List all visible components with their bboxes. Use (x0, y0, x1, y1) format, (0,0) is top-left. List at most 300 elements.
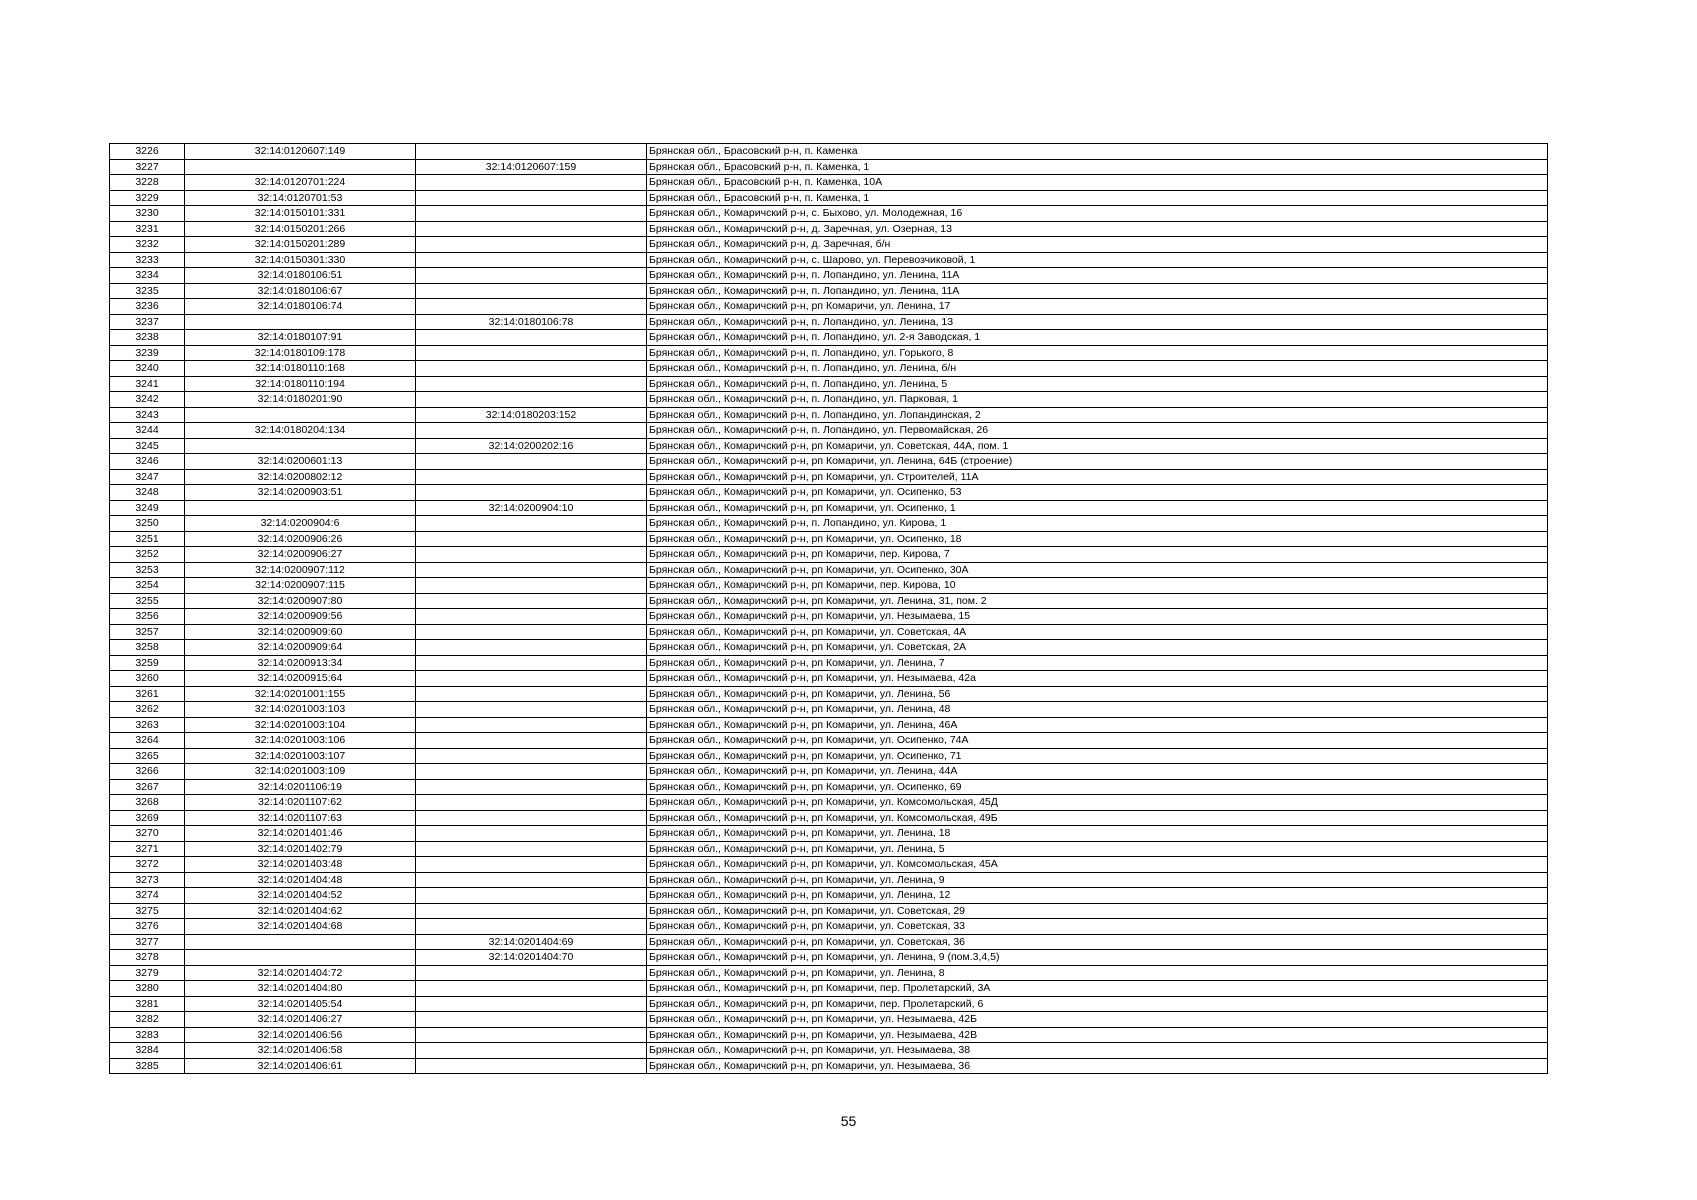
related-cadastral-number-cell (416, 1058, 647, 1074)
cadastral-number-cell: 32:14:0201406:56 (185, 1027, 416, 1043)
related-cadastral-number-cell (416, 206, 647, 222)
table-row (110, 516, 1548, 532)
row-number-cell: 3284 (110, 1043, 185, 1059)
row-number-cell: 3232 (110, 237, 185, 253)
row-number-cell: 3271 (110, 841, 185, 857)
row-number-cell: 3226 (110, 144, 185, 160)
cadastral-number-cell: 32:14:0201404:52 (185, 888, 416, 904)
address-cell: Брянская обл., Комаричский р-н, рп Комаричи, ул. Незымаева, 42В (647, 1027, 1548, 1043)
related-cadastral-number-cell: 32:14:0200202:16 (416, 438, 647, 454)
cadastral-number-cell: 32:14:0180107:91 (185, 330, 416, 346)
row-number-cell: 3236 (110, 299, 185, 315)
cadastral-number-cell (185, 500, 416, 516)
row-number-cell: 3227 (110, 159, 185, 175)
related-cadastral-number-cell (416, 578, 647, 594)
table-row (110, 206, 1548, 222)
row-number-cell: 3259 (110, 655, 185, 671)
related-cadastral-number-cell (416, 469, 647, 485)
row-number-cell: 3280 (110, 981, 185, 997)
address-cell: Брянская обл., Комаричский р-н, рп Комаричи, ул. Советская, 33 (647, 919, 1548, 935)
related-cadastral-number-cell (416, 872, 647, 888)
table-row (110, 919, 1548, 935)
address-cell: Брянская обл., Комаричский р-н, рп Комаричи, пер. Пролетарский, 6 (647, 996, 1548, 1012)
address-cell: Брянская обл., Брасовский р-н, п. Каменка, 10А (647, 175, 1548, 191)
address-cell: Брянская обл., Комаричский р-н, рп Комаричи, ул. Ленина, 17 (647, 299, 1548, 315)
related-cadastral-number-cell (416, 826, 647, 842)
row-number-cell: 3283 (110, 1027, 185, 1043)
registry-table (109, 143, 1548, 1074)
row-number-cell: 3262 (110, 702, 185, 718)
address-cell: Брянская обл., Комаричский р-н, п. Лопандино, ул. Ленина, 5 (647, 376, 1548, 392)
table-row (110, 1012, 1548, 1028)
row-number-cell: 3240 (110, 361, 185, 377)
related-cadastral-number-cell (416, 655, 647, 671)
table-row (110, 764, 1548, 780)
related-cadastral-number-cell (416, 733, 647, 749)
address-cell: Брянская обл., Комаричский р-н, д. Заречная, ул. Озерная, 13 (647, 221, 1548, 237)
table-row (110, 950, 1548, 966)
row-number-cell: 3258 (110, 640, 185, 656)
cadastral-number-cell: 32:14:0201404:72 (185, 965, 416, 981)
address-cell: Брянская обл., Комаричский р-н, рп Комаричи, ул. Незымаева, 38 (647, 1043, 1548, 1059)
address-cell: Брянская обл., Комаричский р-н, рп Комаричи, ул. Комсомольская, 45Д (647, 795, 1548, 811)
row-number-cell: 3252 (110, 547, 185, 563)
address-cell: Брянская обл., Комаричский р-н, рп Комаричи, ул. Незымаева, 42Б (647, 1012, 1548, 1028)
cadastral-number-cell: 32:14:0201406:58 (185, 1043, 416, 1059)
cadastral-number-cell: 32:14:0200601:13 (185, 454, 416, 470)
table-row (110, 795, 1548, 811)
table-row (110, 314, 1548, 330)
address-cell: Брянская обл., Комаричский р-н, рп Комаричи, ул. Ленина, 64Б (строение) (647, 454, 1548, 470)
address-cell: Брянская обл., Комаричский р-н, рп Комаричи, ул. Осипенко, 1 (647, 500, 1548, 516)
related-cadastral-number-cell (416, 190, 647, 206)
table-row (110, 1058, 1548, 1074)
table-row (110, 826, 1548, 842)
cadastral-number-cell: 32:14:0200913:34 (185, 655, 416, 671)
related-cadastral-number-cell (416, 888, 647, 904)
related-cadastral-number-cell (416, 1027, 647, 1043)
related-cadastral-number-cell (416, 454, 647, 470)
row-number-cell: 3248 (110, 485, 185, 501)
cadastral-number-cell (185, 950, 416, 966)
cadastral-number-cell: 32:14:0120607:149 (185, 144, 416, 160)
related-cadastral-number-cell (416, 779, 647, 795)
cadastral-number-cell: 32:14:0150201:266 (185, 221, 416, 237)
cadastral-number-cell: 32:14:0180204:134 (185, 423, 416, 439)
address-cell: Брянская обл., Комаричский р-н, рп Комаричи, ул. Осипенко, 71 (647, 748, 1548, 764)
row-number-cell: 3277 (110, 934, 185, 950)
cadastral-number-cell: 32:14:0180106:74 (185, 299, 416, 315)
address-cell: Брянская обл., Комаричский р-н, рп Комаричи, ул. Ленина, 8 (647, 965, 1548, 981)
table-row (110, 392, 1548, 408)
table-row (110, 733, 1548, 749)
table-row (110, 702, 1548, 718)
address-cell: Брянская обл., Комаричский р-н, п. Лопандино, ул. Ленина, 11А (647, 268, 1548, 284)
cadastral-number-cell: 32:14:0201401:46 (185, 826, 416, 842)
cadastral-number-cell: 32:14:0150301:330 (185, 252, 416, 268)
row-number-cell: 3270 (110, 826, 185, 842)
table-row (110, 640, 1548, 656)
row-number-cell: 3233 (110, 252, 185, 268)
table-row (110, 361, 1548, 377)
cadastral-number-cell: 32:14:0200906:27 (185, 547, 416, 563)
related-cadastral-number-cell (416, 702, 647, 718)
cadastral-number-cell: 32:14:0201405:54 (185, 996, 416, 1012)
address-cell: Брянская обл., Комаричский р-н, рп Комаричи, ул. Осипенко, 74А (647, 733, 1548, 749)
row-number-cell: 3249 (110, 500, 185, 516)
cadastral-number-cell: 32:14:0201404:80 (185, 981, 416, 997)
related-cadastral-number-cell (416, 345, 647, 361)
related-cadastral-number-cell: 32:14:0180203:152 (416, 407, 647, 423)
address-cell: Брянская обл., Комаричский р-н, рп Комаричи, ул. Ленина, 48 (647, 702, 1548, 718)
cadastral-number-cell (185, 934, 416, 950)
related-cadastral-number-cell (416, 671, 647, 687)
cadastral-number-cell: 32:14:0201404:48 (185, 872, 416, 888)
table-row (110, 996, 1548, 1012)
table-row (110, 299, 1548, 315)
row-number-cell: 3255 (110, 593, 185, 609)
related-cadastral-number-cell (416, 330, 647, 346)
related-cadastral-number-cell (416, 175, 647, 191)
address-cell: Брянская обл., Брасовский р-н, п. Каменка, 1 (647, 159, 1548, 175)
address-cell: Брянская обл., Комаричский р-н, рп Комаричи, ул. Советская, 44А, пом. 1 (647, 438, 1548, 454)
row-number-cell: 3267 (110, 779, 185, 795)
related-cadastral-number-cell (416, 1012, 647, 1028)
related-cadastral-number-cell (416, 965, 647, 981)
address-cell: Брянская обл., Комаричский р-н, рп Комаричи, ул. Комсомольская, 45А (647, 857, 1548, 873)
row-number-cell: 3257 (110, 624, 185, 640)
cadastral-number-cell: 32:14:0200907:80 (185, 593, 416, 609)
address-cell: Брянская обл., Комаричский р-н, рп Комаричи, ул. Строителей, 11А (647, 469, 1548, 485)
table-row (110, 593, 1548, 609)
row-number-cell: 3244 (110, 423, 185, 439)
row-number-cell: 3241 (110, 376, 185, 392)
row-number-cell: 3263 (110, 717, 185, 733)
row-number-cell: 3274 (110, 888, 185, 904)
cadastral-number-cell: 32:14:0150101:331 (185, 206, 416, 222)
related-cadastral-number-cell (416, 268, 647, 284)
table-row (110, 345, 1548, 361)
address-cell: Брянская обл., Комаричский р-н, рп Комаричи, ул. Ленина, 46А (647, 717, 1548, 733)
address-cell: Брянская обл., Брасовский р-н, п. Каменка (647, 144, 1548, 160)
cadastral-number-cell: 32:14:0201003:107 (185, 748, 416, 764)
address-cell: Брянская обл., Комаричский р-н, рп Комаричи, ул. Комсомольская, 49Б (647, 810, 1548, 826)
row-number-cell: 3254 (110, 578, 185, 594)
cadastral-number-cell: 32:14:0201406:27 (185, 1012, 416, 1028)
row-number-cell: 3261 (110, 686, 185, 702)
row-number-cell: 3282 (110, 1012, 185, 1028)
table-row (110, 423, 1548, 439)
row-number-cell: 3231 (110, 221, 185, 237)
row-number-cell: 3285 (110, 1058, 185, 1074)
cadastral-number-cell: 32:14:0201107:63 (185, 810, 416, 826)
address-cell: Брянская обл., Комаричский р-н, п. Лопандино, ул. Ленина, 11А (647, 283, 1548, 299)
address-cell: Брянская обл., Комаричский р-н, рп Комаричи, ул. Ленина, 44А (647, 764, 1548, 780)
table-row (110, 268, 1548, 284)
address-cell: Брянская обл., Комаричский р-н, п. Лопандино, ул. Парковая, 1 (647, 392, 1548, 408)
row-number-cell: 3238 (110, 330, 185, 346)
table-row (110, 965, 1548, 981)
related-cadastral-number-cell (416, 903, 647, 919)
registry-table-body (110, 144, 1548, 1074)
cadastral-number-cell: 32:14:0200903:51 (185, 485, 416, 501)
table-row (110, 903, 1548, 919)
table-row (110, 190, 1548, 206)
page-number: 55 (840, 1113, 857, 1129)
cadastral-number-cell: 32:14:0200909:56 (185, 609, 416, 625)
row-number-cell: 3278 (110, 950, 185, 966)
related-cadastral-number-cell (416, 485, 647, 501)
cadastral-number-cell: 32:14:0180109:178 (185, 345, 416, 361)
row-number-cell: 3245 (110, 438, 185, 454)
row-number-cell: 3230 (110, 206, 185, 222)
cadastral-number-cell (185, 314, 416, 330)
row-number-cell: 3265 (110, 748, 185, 764)
related-cadastral-number-cell (416, 562, 647, 578)
related-cadastral-number-cell (416, 609, 647, 625)
cadastral-number-cell: 32:14:0180106:51 (185, 268, 416, 284)
table-row (110, 144, 1548, 160)
related-cadastral-number-cell (416, 748, 647, 764)
table-row (110, 469, 1548, 485)
address-cell: Брянская обл., Комаричский р-н, п. Лопандино, ул. Горького, 8 (647, 345, 1548, 361)
related-cadastral-number-cell: 32:14:0120607:159 (416, 159, 647, 175)
row-number-cell: 3260 (110, 671, 185, 687)
address-cell: Брянская обл., Комаричский р-н, рп Комаричи, ул. Незымаева, 15 (647, 609, 1548, 625)
table-row (110, 283, 1548, 299)
address-cell: Брянская обл., Комаричский р-н, рп Комаричи, ул. Незымаева, 42а (647, 671, 1548, 687)
related-cadastral-number-cell (416, 841, 647, 857)
table-row (110, 934, 1548, 950)
table-row (110, 407, 1548, 423)
row-number-cell: 3276 (110, 919, 185, 935)
row-number-cell: 3243 (110, 407, 185, 423)
cadastral-number-cell: 32:14:0150201:289 (185, 237, 416, 253)
address-cell: Брянская обл., Комаричский р-н, рп Комаричи, ул. Ленина, 9 (647, 872, 1548, 888)
address-cell: Брянская обл., Комаричский р-н, рп Комаричи, ул. Осипенко, 18 (647, 531, 1548, 547)
related-cadastral-number-cell (416, 423, 647, 439)
cadastral-number-cell (185, 159, 416, 175)
table-row (110, 810, 1548, 826)
address-cell: Брянская обл., Комаричский р-н, рп Комаричи, ул. Советская, 4А (647, 624, 1548, 640)
related-cadastral-number-cell (416, 252, 647, 268)
table-row (110, 454, 1548, 470)
address-cell: Брянская обл., Комаричский р-н, с. Шарово, ул. Перевозчиковой, 1 (647, 252, 1548, 268)
related-cadastral-number-cell (416, 361, 647, 377)
table-row (110, 841, 1548, 857)
address-cell: Брянская обл., Комаричский р-н, рп Комаричи, пер. Кирова, 10 (647, 578, 1548, 594)
related-cadastral-number-cell (416, 376, 647, 392)
address-cell: Брянская обл., Комаричский р-н, рп Комаричи, ул. Ленина, 56 (647, 686, 1548, 702)
related-cadastral-number-cell (416, 547, 647, 563)
cadastral-number-cell: 32:14:0180106:67 (185, 283, 416, 299)
cadastral-number-cell: 32:14:0201402:79 (185, 841, 416, 857)
address-cell: Брянская обл., Комаричский р-н, рп Комаричи, ул. Осипенко, 53 (647, 485, 1548, 501)
address-cell: Брянская обл., Комаричский р-н, рп Комаричи, ул. Ленина, 5 (647, 841, 1548, 857)
row-number-cell: 3239 (110, 345, 185, 361)
cadastral-number-cell: 32:14:0200904:6 (185, 516, 416, 532)
cadastral-number-cell: 32:14:0120701:53 (185, 190, 416, 206)
table-row (110, 252, 1548, 268)
table-row (110, 531, 1548, 547)
related-cadastral-number-cell (416, 237, 647, 253)
row-number-cell: 3229 (110, 190, 185, 206)
cadastral-number-cell: 32:14:0180110:194 (185, 376, 416, 392)
cadastral-number-cell: 32:14:0201001:155 (185, 686, 416, 702)
related-cadastral-number-cell: 32:14:0180106:78 (416, 314, 647, 330)
cadastral-number-cell: 32:14:0180110:168 (185, 361, 416, 377)
address-cell: Брянская обл., Комаричский р-н, рп Комаричи, ул. Советская, 36 (647, 934, 1548, 950)
cadastral-number-cell: 32:14:0201403:48 (185, 857, 416, 873)
cadastral-number-cell: 32:14:0201406:61 (185, 1058, 416, 1074)
related-cadastral-number-cell (416, 717, 647, 733)
row-number-cell: 3272 (110, 857, 185, 873)
row-number-cell: 3256 (110, 609, 185, 625)
cadastral-number-cell: 32:14:0200802:12 (185, 469, 416, 485)
cadastral-number-cell: 32:14:0200907:112 (185, 562, 416, 578)
related-cadastral-number-cell (416, 640, 647, 656)
cadastral-number-cell: 32:14:0200907:115 (185, 578, 416, 594)
row-number-cell: 3250 (110, 516, 185, 532)
address-cell: Брянская обл., Комаричский р-н, рп Комаричи, ул. Ленина, 12 (647, 888, 1548, 904)
cadastral-number-cell: 32:14:0200915:64 (185, 671, 416, 687)
address-cell: Брянская обл., Комаричский р-н, п. Лопандино, ул. 2-я Заводская, 1 (647, 330, 1548, 346)
row-number-cell: 3247 (110, 469, 185, 485)
address-cell: Брянская обл., Комаричский р-н, рп Комаричи, ул. Осипенко, 69 (647, 779, 1548, 795)
row-number-cell: 3264 (110, 733, 185, 749)
address-cell: Брянская обл., Комаричский р-н, рп Комаричи, пер. Кирова, 7 (647, 547, 1548, 563)
table-row (110, 655, 1548, 671)
cadastral-number-cell: 32:14:0120701:224 (185, 175, 416, 191)
related-cadastral-number-cell (416, 593, 647, 609)
address-cell: Брянская обл., Комаричский р-н, рп Комаричи, ул. Ленина, 18 (647, 826, 1548, 842)
address-cell: Брянская обл., Комаричский р-н, д. Заречная, б/н (647, 237, 1548, 253)
related-cadastral-number-cell (416, 392, 647, 408)
table-row (110, 686, 1548, 702)
table-row (110, 578, 1548, 594)
address-cell: Брянская обл., Комаричский р-н, п. Лопандино, ул. Ленина, 13 (647, 314, 1548, 330)
related-cadastral-number-cell (416, 686, 647, 702)
table-row (110, 717, 1548, 733)
cadastral-number-cell (185, 407, 416, 423)
related-cadastral-number-cell (416, 996, 647, 1012)
related-cadastral-number-cell: 32:14:0201404:69 (416, 934, 647, 950)
cadastral-number-cell: 32:14:0201106:19 (185, 779, 416, 795)
table-row (110, 330, 1548, 346)
table-row (110, 221, 1548, 237)
row-number-cell: 3251 (110, 531, 185, 547)
related-cadastral-number-cell (416, 810, 647, 826)
cadastral-number-cell: 32:14:0201003:103 (185, 702, 416, 718)
related-cadastral-number-cell (416, 857, 647, 873)
table-row (110, 159, 1548, 175)
related-cadastral-number-cell (416, 981, 647, 997)
table-row (110, 609, 1548, 625)
table-row (110, 175, 1548, 191)
table-row (110, 872, 1548, 888)
address-cell: Брянская обл., Комаричский р-н, рп Комаричи, ул. Осипенко, 30А (647, 562, 1548, 578)
related-cadastral-number-cell (416, 221, 647, 237)
row-number-cell: 3228 (110, 175, 185, 191)
address-cell: Брянская обл., Комаричский р-н, п. Лопандино, ул. Ленина, б/н (647, 361, 1548, 377)
row-number-cell: 3273 (110, 872, 185, 888)
address-cell: Брянская обл., Комаричский р-н, п. Лопандино, ул. Лопандинская, 2 (647, 407, 1548, 423)
row-number-cell: 3281 (110, 996, 185, 1012)
address-cell: Брянская обл., Комаричский р-н, рп Комаричи, ул. Советская, 2А (647, 640, 1548, 656)
cadastral-number-cell: 32:14:0201003:104 (185, 717, 416, 733)
table-row (110, 1027, 1548, 1043)
table-row (110, 779, 1548, 795)
related-cadastral-number-cell (416, 531, 647, 547)
row-number-cell: 3237 (110, 314, 185, 330)
related-cadastral-number-cell (416, 1043, 647, 1059)
table-row (110, 857, 1548, 873)
row-number-cell: 3269 (110, 810, 185, 826)
cadastral-number-cell: 32:14:0180201:90 (185, 392, 416, 408)
row-number-cell: 3279 (110, 965, 185, 981)
table-row (110, 981, 1548, 997)
row-number-cell: 3253 (110, 562, 185, 578)
table-row (110, 500, 1548, 516)
row-number-cell: 3234 (110, 268, 185, 284)
cadastral-number-cell: 32:14:0201107:62 (185, 795, 416, 811)
row-number-cell: 3268 (110, 795, 185, 811)
address-cell: Брянская обл., Комаричский р-н, рп Комаричи, ул. Ленина, 7 (647, 655, 1548, 671)
address-cell: Брянская обл., Брасовский р-н, п. Каменка, 1 (647, 190, 1548, 206)
related-cadastral-number-cell (416, 624, 647, 640)
cadastral-number-cell (185, 438, 416, 454)
table-row (110, 888, 1548, 904)
cadastral-number-cell: 32:14:0201003:106 (185, 733, 416, 749)
related-cadastral-number-cell (416, 764, 647, 780)
table-row (110, 671, 1548, 687)
table-row (110, 748, 1548, 764)
related-cadastral-number-cell (416, 144, 647, 160)
table-row (110, 485, 1548, 501)
related-cadastral-number-cell: 32:14:0200904:10 (416, 500, 647, 516)
row-number-cell: 3266 (110, 764, 185, 780)
table-row (110, 562, 1548, 578)
row-number-cell: 3242 (110, 392, 185, 408)
related-cadastral-number-cell (416, 299, 647, 315)
address-cell: Брянская обл., Комаричский р-н, рп Комаричи, ул. Ленина, 9 (пом.3,4,5) (647, 950, 1548, 966)
cadastral-number-cell: 32:14:0200909:60 (185, 624, 416, 640)
address-cell: Брянская обл., Комаричский р-н, рп Комаричи, пер. Пролетарский, 3А (647, 981, 1548, 997)
address-cell: Брянская обл., Комаричский р-н, рп Комаричи, ул. Незымаева, 36 (647, 1058, 1548, 1074)
table-row (110, 1043, 1548, 1059)
table-row (110, 376, 1548, 392)
related-cadastral-number-cell (416, 919, 647, 935)
address-cell: Брянская обл., Комаричский р-н, рп Комаричи, ул. Ленина, 31, пом. 2 (647, 593, 1548, 609)
table-row (110, 237, 1548, 253)
cadastral-number-cell: 32:14:0200909:64 (185, 640, 416, 656)
table-row (110, 624, 1548, 640)
table-row (110, 438, 1548, 454)
row-number-cell: 3246 (110, 454, 185, 470)
related-cadastral-number-cell (416, 516, 647, 532)
address-cell: Брянская обл., Комаричский р-н, п. Лопандино, ул. Первомайская, 26 (647, 423, 1548, 439)
row-number-cell: 3275 (110, 903, 185, 919)
address-cell: Брянская обл., Комаричский р-н, рп Комаричи, ул. Советская, 29 (647, 903, 1548, 919)
cadastral-number-cell: 32:14:0201404:68 (185, 919, 416, 935)
row-number-cell: 3235 (110, 283, 185, 299)
cadastral-number-cell: 32:14:0201404:62 (185, 903, 416, 919)
address-cell: Брянская обл., Комаричский р-н, п. Лопандино, ул. Кирова, 1 (647, 516, 1548, 532)
related-cadastral-number-cell (416, 795, 647, 811)
cadastral-number-cell: 32:14:0200906:26 (185, 531, 416, 547)
address-cell: Брянская обл., Комаричский р-н, с. Быхово, ул. Молодежная, 16 (647, 206, 1548, 222)
related-cadastral-number-cell (416, 283, 647, 299)
